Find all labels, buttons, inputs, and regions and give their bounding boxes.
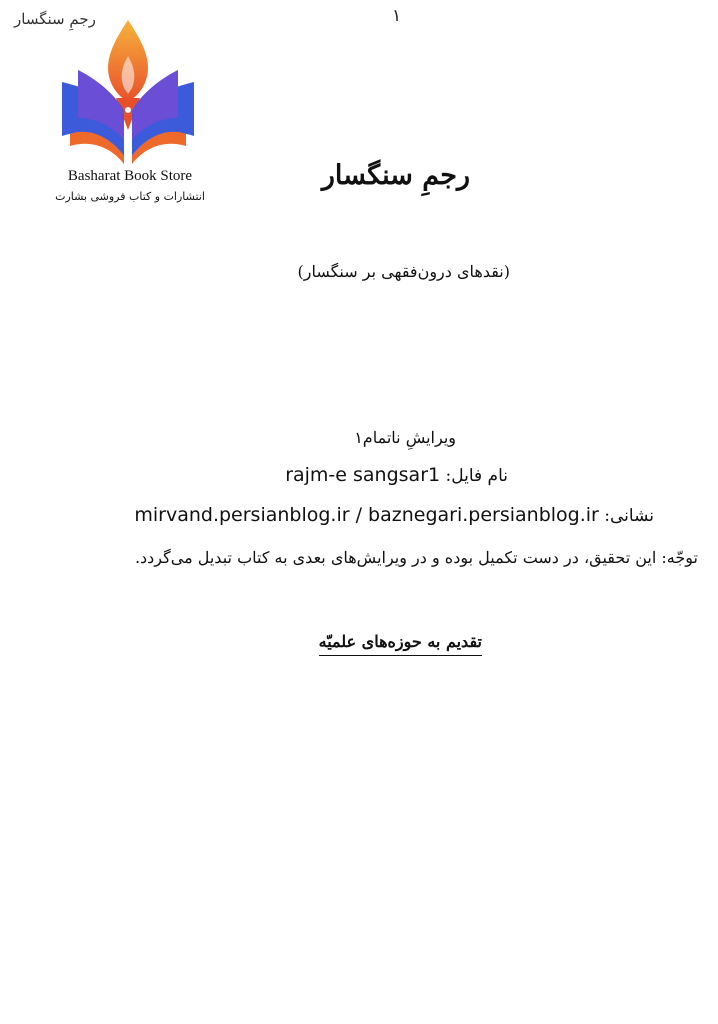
book-flame-icon bbox=[58, 18, 198, 166]
filename-line bbox=[285, 464, 508, 486]
filename-value: rajm-e sangsar1 bbox=[285, 464, 441, 486]
store-name: Basharat Book Store bbox=[67, 168, 193, 184]
address-value: mirvand.persianblog.ir / baznegari.persianblog.ir bbox=[134, 504, 599, 526]
store-logo bbox=[40, 18, 220, 213]
page-number: ۱ bbox=[392, 6, 402, 26]
document-title: رجمِ سنگسار bbox=[321, 160, 470, 191]
filename-label: نام فایل: bbox=[445, 466, 508, 486]
edition-label: ویرایشِ ناتمام۱ bbox=[354, 428, 456, 447]
document-subtitle: (نقدهای درون‌فقهی بر سنگسار) bbox=[297, 262, 510, 281]
dedication-heading: تقدیم به حوزه‌های علمیّه bbox=[319, 632, 482, 656]
address-label: نشانی: bbox=[604, 506, 654, 526]
running-header: رجمِ سنگسار bbox=[14, 10, 96, 28]
store-name-persian: انتشارات و کتاب فروشی بشارت bbox=[55, 190, 205, 203]
address-line bbox=[134, 504, 654, 526]
note-text: توجّه: این تحقیق، در دست تکمیل بوده و در ویرایش‌های بعدی به کتاب تبدیل می‌گردد. bbox=[134, 548, 698, 567]
